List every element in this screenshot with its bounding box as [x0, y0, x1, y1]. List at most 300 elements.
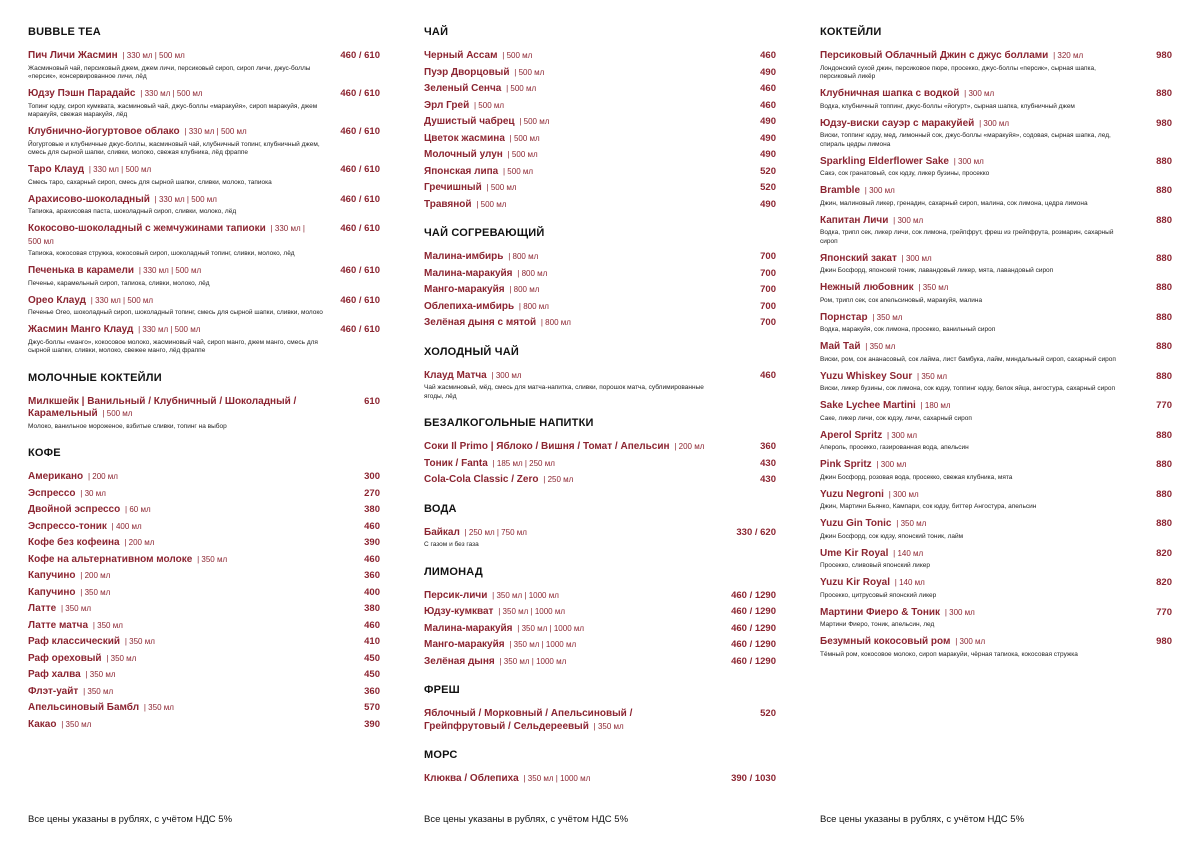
section-title: ЛИМОНАД: [424, 565, 483, 578]
menu-item: [424, 441, 776, 454]
menu-item: [820, 118, 1172, 150]
menu-item: [424, 50, 776, 63]
menu-item: [424, 656, 776, 669]
menu-section: [424, 503, 776, 550]
item-title: [820, 636, 985, 649]
menu-item: [424, 284, 776, 297]
menu-item: [424, 590, 776, 603]
item-description: Виски, ликер бузины, сок лимона, сок юдзу, топпинг юдзу, белок яйца, ангостура, сахарный сироп: [820, 385, 1115, 392]
section-title: ЧАЙ: [424, 26, 449, 38]
item-title: [28, 126, 247, 139]
item-price: 460 / 610: [340, 88, 380, 99]
menu-section: [424, 566, 776, 669]
item-name: Клубничная шапка с водкой: [820, 88, 960, 99]
item-name: Зелёная дыня: [424, 655, 495, 667]
item-name: Цветок жасмина: [424, 132, 505, 144]
item-price: 390: [364, 718, 380, 730]
item-price: 490: [760, 198, 776, 210]
item-volume: | 350 мл: [918, 283, 949, 292]
item-description: Топинг юдзу, сироп кумквата, жасминовый чай, джус-боллы «маракуйя», сироп маракуйя, джем маракуйя, свежая маракуйя, лёд: [28, 102, 318, 118]
item-title: [820, 50, 1083, 63]
menu-item: [424, 166, 776, 179]
menu-item: [820, 400, 1172, 423]
menu-section: [424, 684, 776, 733]
item-description: Тапиока, арахисовая паста, шоколадный сироп, сливки, молоко, лёд: [28, 208, 237, 215]
item-volume: | 350 мл | 1000 мл: [523, 774, 591, 783]
item-description: Водка, маракуйя, сок лимона, просекко, ванильный сироп: [820, 326, 996, 333]
menu-item: [424, 474, 776, 487]
item-price: 360: [364, 685, 380, 697]
item-volume: | 350 мл: [124, 637, 155, 646]
menu-item: [820, 459, 1172, 482]
item-title: [820, 118, 1009, 131]
menu-item: [28, 396, 380, 432]
item-price: 360: [364, 570, 380, 581]
item-name: Облепиха-имбирь: [424, 300, 515, 312]
item-title: [28, 88, 203, 101]
item-title: [28, 295, 153, 308]
footer-note: Все цены указаны в рублях, с учётом НДС 5%: [28, 814, 233, 825]
menu-item: [820, 282, 1172, 305]
item-description: Джин, малиновый ликер, гренадин, сахарный сироп, малина, сок лимона, цедра лимона: [820, 199, 1088, 207]
item-price: 450: [364, 669, 380, 680]
menu-item: [424, 149, 776, 162]
item-volume: | 500 мл: [503, 166, 534, 176]
item-volume: | 350 мл: [865, 342, 896, 351]
section-title: ФРЕШ: [424, 684, 460, 696]
item-price: 880: [1156, 518, 1172, 529]
item-volume: | 330 мл | 500 мл: [28, 224, 305, 246]
item-description: Чай жасминовый, мёд, смесь для матча-напитка, сливки, порошок матча, сублимированные ягоды, лёд: [424, 384, 704, 400]
item-title: [424, 284, 539, 297]
item-name: Яблочный / Морковный / Апельсиновый / Грейпфрутовый / Сельдереевый: [424, 708, 633, 732]
menu-item: [820, 548, 1172, 571]
item-name: Таро Клауд: [28, 164, 85, 175]
item-price: 390: [364, 537, 380, 548]
section-title: МОРС: [424, 749, 458, 761]
item-name: Bramble: [820, 185, 861, 196]
item-title: [424, 527, 527, 540]
item-price: 980: [1156, 636, 1172, 647]
menu-section: [424, 346, 776, 402]
item-price: 400: [364, 586, 380, 598]
item-title: [28, 471, 118, 484]
item-price: 450: [364, 652, 380, 664]
item-name: Малина-маракуйя: [424, 267, 513, 279]
menu-item: [820, 636, 1172, 659]
menu-item: [424, 606, 776, 619]
item-volume: | 250 мл | 750 мл: [464, 527, 527, 537]
item-volume: | 500 мл: [102, 409, 133, 418]
item-volume: | 350 мл: [85, 670, 116, 679]
item-title: [424, 656, 566, 669]
item-price: 520: [760, 708, 776, 719]
item-price: 880: [1156, 252, 1172, 264]
item-price: 570: [364, 702, 380, 713]
item-price: 880: [1156, 488, 1172, 500]
item-title: [424, 590, 559, 603]
item-name: Пич Личи Жасмин: [28, 50, 118, 61]
item-title: [820, 430, 917, 443]
item-volume: | 800 мл: [517, 268, 548, 278]
item-name: Пуэр Дворцовый: [424, 66, 510, 78]
item-title: [820, 518, 926, 531]
item-description: Лондонский сухой джин, персиковое пюре, просекко, джус-боллы «персик», сырная шапка, персиковый ликёр: [820, 64, 1096, 80]
item-price: 880: [1156, 459, 1172, 470]
item-name: Кокосово-шоколадный с жемчужинами тапиоки: [28, 223, 266, 234]
menu-item: [28, 554, 380, 567]
item-price: 460: [760, 50, 776, 61]
item-name: Юдзу-виски сауэр с маракуйей: [820, 117, 975, 129]
item-name: Раф ореховый: [28, 652, 102, 664]
item-volume: | 300 мл: [901, 253, 932, 263]
item-volume: | 185 мл | 250 мл: [492, 458, 555, 468]
item-description: Джин Босфорд, розовая вода, просекко, свежая клубника, мята: [820, 473, 1013, 481]
item-title: [820, 88, 994, 101]
footer-note: Все цены указаны в рублях, с учётом НДС 5%: [820, 814, 1025, 825]
item-volume: | 330 мл | 500 мл: [154, 194, 217, 204]
item-volume: | 500 мл: [506, 84, 537, 93]
item-volume: | 800 мл: [540, 318, 571, 327]
item-title: [28, 223, 313, 248]
item-title: [424, 149, 538, 162]
item-name: Эрл Грей: [424, 99, 470, 111]
section-title: ХОЛОДНЫЙ ЧАЙ: [424, 345, 519, 358]
item-name: Pink Spritz: [820, 459, 872, 470]
menu-item: [820, 88, 1172, 111]
item-title: [820, 312, 902, 325]
item-name: Двойной эспрессо: [28, 504, 121, 515]
item-price: 610: [364, 395, 380, 407]
menu-item: [820, 185, 1172, 208]
menu-section: [28, 372, 380, 432]
item-title: [28, 396, 313, 421]
item-volume: | 500 мл: [519, 117, 550, 126]
item-volume: | 200 мл: [87, 472, 118, 481]
item-volume: | 200 мл: [674, 442, 705, 451]
item-name: Aperol Spritz: [820, 429, 883, 441]
menu-item: [28, 126, 380, 158]
item-price: 520: [760, 165, 776, 177]
item-price: 300: [364, 471, 380, 482]
section-title: КОФЕ: [28, 447, 61, 459]
item-volume: | 330 мл | 500 мл: [138, 266, 202, 275]
item-description: Саке, ликер личи, сок юдзу, личи, сахарный сироп: [820, 414, 972, 422]
item-price: 700: [760, 317, 776, 328]
item-title: [28, 164, 151, 177]
menu-item: [28, 488, 380, 501]
item-description: Водка, трипл сек, ликер личи, сок лимона, грейпфрут, фреш из грейпфрута, розмарин, сахарный сироп: [820, 229, 1114, 245]
item-name: Манго-маракуйя: [424, 639, 505, 650]
item-name: Японская липа: [424, 165, 499, 177]
item-volume: | 300 мл: [876, 460, 907, 469]
footer-note: Все цены указаны в рублях, с учётом НДС 5%: [424, 814, 629, 825]
item-volume: | 200 мл: [80, 571, 111, 580]
item-volume: | 300 мл: [964, 89, 995, 98]
item-title: [28, 324, 200, 337]
menu-item: [820, 518, 1172, 541]
item-volume: | 200 мл: [124, 538, 155, 547]
section-title: КОКТЕЙЛИ: [820, 26, 882, 38]
menu-item: [424, 199, 776, 212]
item-price: 700: [760, 300, 776, 312]
item-volume: | 350 мл: [896, 519, 927, 528]
item-name: Капитан Личи: [820, 214, 889, 226]
item-name: Соки Il Primo | Яблоко / Вишня / Томат / Апельсин: [424, 441, 670, 452]
item-title: [424, 182, 517, 195]
menu-item: [820, 577, 1172, 600]
menu-section: [28, 26, 380, 356]
item-price: 880: [1156, 155, 1172, 167]
item-title: [424, 166, 533, 179]
item-price: 880: [1156, 311, 1172, 323]
item-volume: | 300 мл: [944, 607, 975, 617]
item-description: Ром, трипл сек, сок апельсиновый, маракуйя, малина: [820, 296, 983, 304]
item-price: 700: [760, 267, 776, 279]
item-name: Юдзу Пэшн Парадайс: [28, 88, 136, 99]
item-description: Тапиока, кокосовая стружка, кокосовый сироп, шоколадный топинг, сливки, молоко, лёд: [28, 250, 295, 257]
menu-item: [424, 458, 776, 471]
item-title: [28, 265, 201, 278]
item-name: Малина-имбирь: [424, 251, 504, 262]
item-name: Капучино: [28, 570, 76, 581]
item-name: Безумный кокосовый ром: [820, 636, 951, 647]
item-price: 460 / 1290: [731, 606, 776, 617]
item-name: Молочный улун: [424, 149, 503, 160]
section-title: ЧАЙ СОГРЕВАЮЩИЙ: [424, 227, 545, 239]
item-title: [820, 371, 947, 384]
section-title: ВОДА: [424, 502, 457, 515]
item-volume: | 30 мл: [80, 488, 106, 498]
menu-item: [424, 301, 776, 314]
menu-item: [424, 317, 776, 330]
item-description: Джин Босфорд, сок юдзу, японский тоник, лайм: [820, 532, 964, 540]
item-price: 460 / 610: [340, 324, 380, 335]
item-name: Печенька в карамели: [28, 265, 135, 276]
item-name: Yuzu Kir Royal: [820, 577, 891, 588]
section-title: BUBBLE TEA: [28, 26, 101, 38]
item-name: Sparkling Elderflower Sake: [820, 155, 949, 167]
item-name: Порнстар: [820, 311, 868, 323]
item-volume: | 350 мл | 1000 мл: [499, 656, 567, 666]
menu-item: [28, 88, 380, 120]
item-title: [28, 686, 113, 699]
item-name: Милкшейк | Ванильный / Клубничный / Шоколадный / Карамельный: [28, 395, 297, 419]
menu-item: [424, 639, 776, 652]
item-name: Эспрессо: [28, 487, 76, 499]
item-title: [424, 708, 709, 733]
item-title: [820, 282, 948, 295]
item-price: 270: [364, 487, 380, 499]
item-name: Латте матча: [28, 619, 89, 631]
item-volume: | 300 мл: [864, 186, 895, 195]
menu-item: [424, 116, 776, 129]
item-price: 430: [760, 474, 776, 485]
item-name: Мартини Фиеро & Тоник: [820, 606, 941, 618]
item-title: [28, 537, 154, 550]
item-name: Зеленый Сенча: [424, 83, 502, 94]
item-title: [424, 458, 555, 471]
item-name: Раф классический: [28, 636, 121, 647]
menu-item: [28, 504, 380, 517]
item-price: 460 / 610: [340, 193, 380, 205]
item-volume: | 180 мл: [920, 401, 951, 410]
item-volume: | 350 мл: [83, 686, 114, 696]
item-volume: | 300 мл: [953, 156, 984, 166]
menu-item: [424, 370, 776, 402]
item-description: Печенье, карамельный сироп, тапиока, сливки, молоко, лёд: [28, 279, 210, 287]
menu-item: [28, 324, 380, 356]
menu-item: [820, 50, 1172, 82]
item-price: 980: [1156, 117, 1172, 129]
menu-item: [28, 521, 380, 534]
item-price: 880: [1156, 341, 1172, 352]
item-name: Арахисово-шоколадный: [28, 193, 150, 205]
item-title: [424, 116, 549, 129]
item-volume: | 500 мл: [507, 150, 538, 159]
item-title: [820, 400, 951, 413]
item-description: Жасминовый чай, персиковый джем, джем личи, персиковый сироп, сироп личи, джус-боллы «персик», консервированное личи, лёд: [28, 64, 311, 80]
menu-item: [28, 50, 380, 82]
item-volume: | 300 мл: [887, 430, 918, 440]
item-price: 490: [760, 116, 776, 127]
menu-item: [424, 708, 776, 733]
item-price: 460 / 1290: [731, 639, 776, 650]
item-price: 380: [364, 603, 380, 614]
item-title: [28, 488, 106, 501]
item-price: 700: [760, 251, 776, 262]
item-title: [424, 50, 532, 63]
item-description: Джин Босфорд, японский тоник, лавандовый ликер, мята, лавандовый сироп: [820, 267, 1054, 274]
menu-item: [424, 100, 776, 113]
item-price: 460 / 610: [340, 265, 380, 276]
item-title: [28, 194, 217, 207]
item-name: Sake Lychee Martini: [820, 400, 916, 411]
item-volume: | 400 мл: [111, 521, 142, 531]
item-price: 460 / 1290: [731, 589, 776, 601]
item-title: [820, 253, 932, 266]
item-volume: | 350 мл | 1000 мл: [498, 607, 565, 616]
item-price: 430: [760, 457, 776, 469]
item-price: 490: [760, 66, 776, 78]
menu-item: [424, 67, 776, 80]
item-title: [820, 156, 984, 169]
menu-item: [28, 669, 380, 682]
item-description: Виски, ром, сок ананасовый, сок лайма, лист бамбука, лайм, миндальный сироп, сахарный сироп: [820, 355, 1116, 363]
item-volume: | 300 мл: [888, 489, 919, 499]
item-price: 460 / 610: [340, 223, 380, 234]
item-name: Персик-личи: [424, 589, 488, 601]
item-name: Клубнично-йогуртовое облако: [28, 126, 180, 137]
menu-item: [820, 371, 1172, 394]
item-title: [820, 459, 907, 472]
item-price: 980: [1156, 50, 1172, 61]
item-volume: | 500 мл: [474, 100, 505, 110]
item-title: [820, 341, 895, 354]
menu-column: [424, 26, 776, 802]
item-price: 770: [1156, 400, 1172, 411]
item-volume: | 350 мл: [60, 604, 92, 613]
item-title: [28, 653, 136, 666]
item-title: [28, 620, 123, 633]
menu-item: [28, 265, 380, 288]
item-volume: | 350 мл: [593, 721, 624, 731]
item-title: [424, 133, 540, 146]
item-price: 360: [760, 441, 776, 452]
item-description: Виски, топпинг юдзу, мед, лимонный сок, джус-боллы «маракуйя», содовая, сырная шапка, лед, спираль цедры лимона: [820, 132, 1111, 148]
item-name: Жасмин Манго Клауд: [28, 324, 134, 335]
menu-item: [28, 686, 380, 699]
item-volume: | 500 мл: [476, 199, 507, 209]
item-volume: | 350 мл: [92, 620, 123, 630]
item-title: [28, 587, 110, 600]
menu-item: [28, 471, 380, 484]
item-name: Душистый чабрец: [424, 116, 515, 127]
item-price: 330 / 620: [736, 526, 776, 538]
item-title: [28, 50, 185, 63]
item-price: 460 / 1290: [731, 655, 776, 667]
menu-section: [424, 749, 776, 786]
item-volume: | 350 мл: [917, 371, 948, 381]
item-price: 460 / 1290: [731, 622, 776, 634]
menu-section: [820, 26, 1172, 659]
item-volume: | 60 мл: [125, 505, 151, 514]
item-price: 880: [1156, 282, 1172, 293]
menu-section: [424, 417, 776, 487]
item-description: С газом и без газа: [424, 541, 479, 548]
item-description: Мартини Фиеро, тоник, апельсин, лед: [820, 621, 935, 628]
item-name: Капучино: [28, 586, 76, 598]
item-title: [424, 67, 544, 80]
item-price: 490: [760, 149, 776, 160]
item-volume: | 330 мл | 500 мл: [184, 127, 247, 136]
menu-item: [28, 719, 380, 732]
item-volume: | 800 мл: [508, 252, 539, 261]
item-name: Cola-Cola Classic / Zero: [424, 474, 539, 485]
item-price: 460: [364, 619, 380, 631]
item-price: 880: [1156, 185, 1172, 196]
item-title: [28, 702, 174, 715]
item-volume: | 500 мл: [486, 183, 517, 192]
item-name: Кофе без кофеина: [28, 537, 120, 548]
item-name: Флэт-уайт: [28, 685, 79, 697]
item-volume: | 350 мл: [61, 719, 92, 729]
menu-item: [28, 570, 380, 583]
item-title: [820, 185, 895, 198]
menu-item: [28, 653, 380, 666]
menu-section: [424, 227, 776, 330]
item-description: Просекко, сливовый японский ликер: [820, 562, 930, 569]
menu-item: [28, 620, 380, 633]
item-volume: | 500 мл: [502, 51, 533, 60]
item-title: [424, 639, 576, 652]
menu-item: [28, 636, 380, 649]
item-title: [28, 554, 227, 567]
item-price: 460 / 610: [340, 164, 380, 175]
item-title: [820, 489, 919, 502]
item-volume: | 350 мл: [106, 653, 137, 663]
item-volume: | 250 мл: [543, 475, 574, 484]
item-name: Байкал: [424, 526, 460, 538]
item-volume: | 330 мл | 500 мл: [122, 51, 185, 60]
menu-item: [28, 537, 380, 550]
item-title: [424, 370, 522, 383]
item-title: [820, 607, 975, 620]
menu-item: [28, 194, 380, 217]
menu-item: [28, 603, 380, 616]
item-price: 460 / 610: [340, 294, 380, 306]
item-name: Нежный любовник: [820, 282, 914, 293]
